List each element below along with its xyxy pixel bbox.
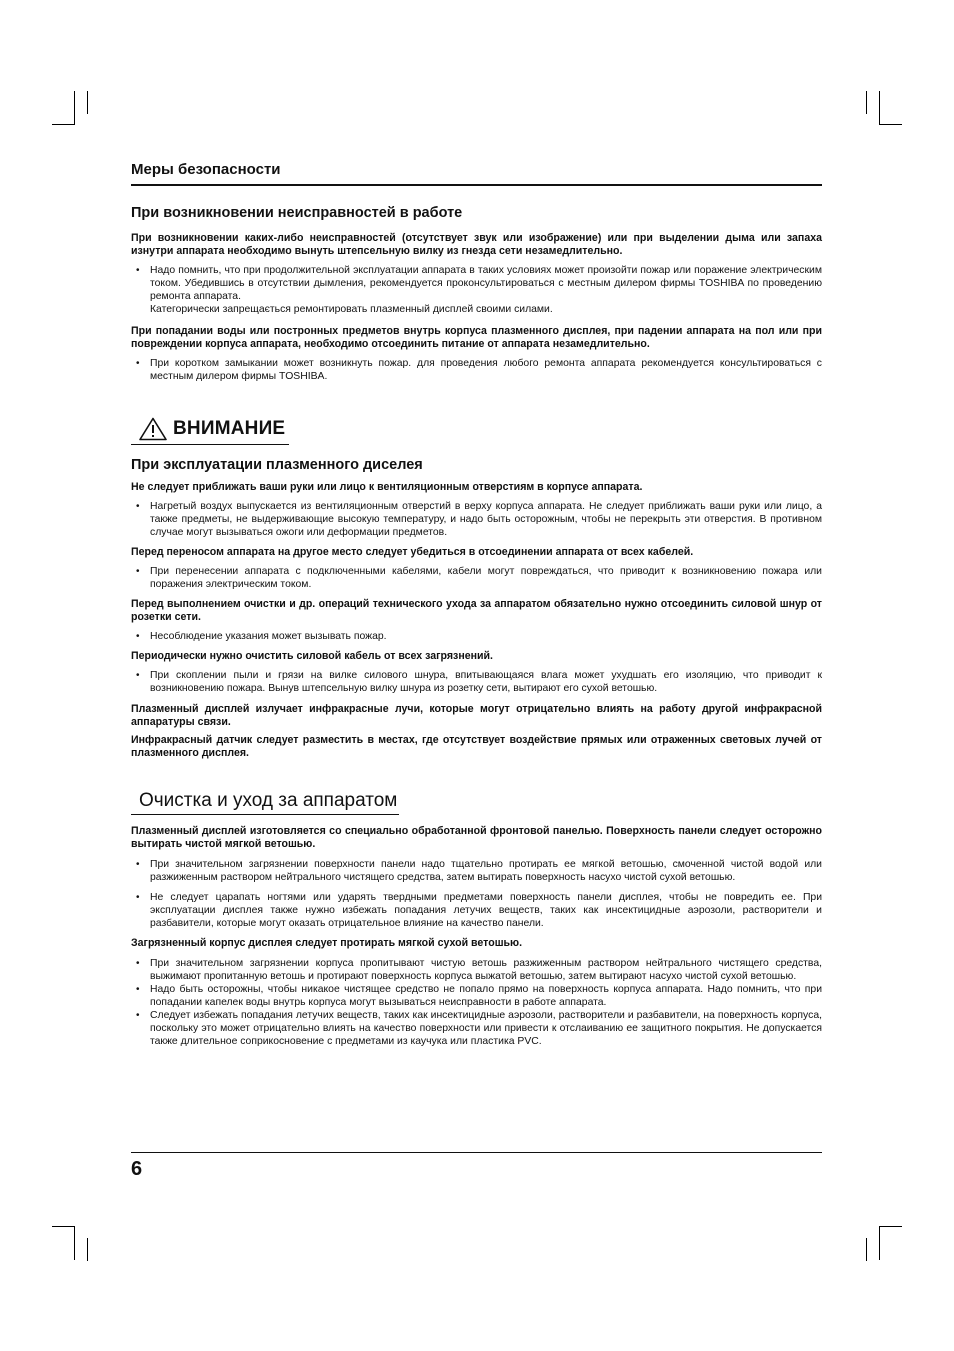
crop-mark [866,91,867,114]
crop-mark [74,91,75,125]
cleaning-bullets [131,957,822,1048]
caution-bullets [131,669,822,695]
footer-rule [131,1152,822,1153]
crop-mark [74,1226,75,1260]
bullet-icon: • [136,631,140,642]
bullet-icon: • [136,958,140,969]
caution-para: Плазменный дисплей излучает инфракрасные лучи, которые могут отрицательно влиять на работу другой инфракрасной аппаратуры связи. [131,703,822,728]
crop-mark [866,1238,867,1261]
caution-para: Не следует приближать ваши руки или лицо к вентиляционным отверстиям в корпусе аппарата. [131,481,643,493]
list-item: • При скоплении пыли и грязи на вилке силового шнура, впитывающаяся влага может ухудшать его изоляцию, что приводит к возникновению пожара. Вынув штепсельную вилку шнура из розетку сети, вытирают его сухой ветошью. [136,670,822,694]
crop-mark [52,124,75,125]
bullet-icon: • [136,1010,140,1021]
malfunction-bullets [131,264,822,316]
crop-mark [879,1226,902,1227]
caution-bullets [131,500,822,539]
crop-mark [87,1238,88,1261]
cleaning-title: Очистка и уход за аппаратом [131,790,399,815]
page-header: Меры безопасности [131,161,822,186]
bullet-icon: • [136,984,140,995]
cleaning-para: Плазменный дисплей изготовляется со специально обработанной фронтовой панелью. Поверхность панели следует осторожно вытирать чистой мягкой ветошью. [131,825,822,850]
caution-para: Периодически нужно очистить силовой кабель от всех загрязнений. [131,650,493,662]
list-item: • Не следует царапать ногтями или ударять твердными предметами поверхность панели дисплея, чтобы не повредить ее. При эксплуатации дисплея также нужно избежать попадания летучих веществ, таких как инсектицидные аэрозоли, растворители и разбавители, которые могут оказать отрицательное влияние на качество панели. [136,892,822,929]
caution-bullets [131,630,822,643]
caution-banner [131,417,289,445]
bullet-icon: • [136,265,140,276]
list-item: • При значительном загрязнении корпуса пропитывают чистую ветошь разжиженным раствором нейтрального чистящего средства, выжимают пропитанную ветошь и протирают поверхность корпуса выжатой ветошью, затем вытирают насухо чистой сухой ветошью. [136,958,822,982]
list-item: • Нагретый воздух выпускается из вентиляционным отверстий в верху корпуса аппарата. Не следует приближать ваши руки или лицо, а также предметы, не выдерживающие высокую температуру, и надо быть осторожным, чтобы не перекрыть эти отверстия. В противном случае могут вызываться ожоги или деформации предметов. [136,501,822,538]
malfunction-bullets [131,357,822,383]
bullet-icon: • [136,859,140,870]
bullet-icon: • [136,358,140,369]
malfunction-para: При попадании воды или постронных предметов внутрь корпуса плазменного дисплея, при падении аппарата на пол или при повреждении корпуса аппарата, необходимо отсоединить питание от аппарата незамедлительно. [131,325,822,350]
crop-mark [52,1226,75,1227]
caution-para: Перед выполнением очистки и др. операций технического ухода за аппаратом обязательно нужно отсоединить силовой шнур от розетки сети. [131,598,822,623]
warning-icon [139,417,167,441]
cleaning-title-wrap [131,790,822,815]
cleaning-bullets [131,858,822,930]
list-item: • При значительном загрязнении поверхности панели надо тщательно протирать ее мягкой ветошью, смоченной чистой водой или разжиженным раствором нейтрального чистящего средства, затем вытирать поверхность насухо чистой сухой ветошью. [136,859,822,883]
caution-para: Инфракрасный датчик следует разместить в местах, где отсутствует воздействие прямых или отраженных световых лучей от плазменного дисплея. [131,734,822,759]
list-item: • При перенесении аппарата с подключенными кабелями, кабели могут повреждаться, что приводит к возникновению пожара или поражения электрическим током. [136,566,822,590]
bullet-icon: • [136,566,140,577]
list-item: • Несоблюдение указания может вызывать пожар. [136,631,387,642]
crop-mark [87,91,88,114]
crop-mark [879,91,880,125]
list-item: • Надо быть осторожны, чтобы никакое чистящее средство не попало прямо на поверхность корпуса аппарата. Надо помнить, что при попадании капелек воды внутрь корпуса могут вызываться неисправности в работе аппарата. [136,984,822,1008]
page-number: 6 [131,1158,143,1180]
crop-mark [879,124,902,125]
caution-title: ВНИМАНИЕ [173,418,286,439]
bullet-icon: • [136,670,140,681]
caution-bullets [131,565,822,591]
page-content [131,205,822,1048]
crop-mark [879,1226,880,1260]
bullet-icon: • [136,892,140,903]
caution-para: Перед переносом аппарата на другое место следует убедиться в отсоединении аппарата от всех кабелей. [131,546,694,558]
malfunction-heading: При возникновении неисправностей в работе [131,205,463,221]
caution-heading: При эксплуатации плазменного диселея [131,457,423,473]
list-item: • Надо помнить, что при продолжительной эксплуатации аппарата в таких условиях может произойти пожар или поражение электрическим током. Убедившись в отсутствии дымления, рекомендуется проконсультироваться с местным дилером фирмы TOSHIBA по проведению ремонта аппарата. Категорически запрещається ремонтировать плазменный дисплей своими силами. [136,265,822,315]
malfunction-para: При возникновении каких-либо неисправностей (отсутствует звук или изображение) или при выделении дыма или запаха изнутри аппарата необходимо вынуть штепсельную вилку из гнезда сети незамедлительно. [131,232,822,257]
list-item: • При коротком замыкании может возникнуть пожар. для проведения любого ремонта аппарата рекомендуется консультироваться с местным дилером фирмы TOSHIBA. [136,358,822,382]
list-item: • Следует избежать попадания летучих веществ, таких как инсектицидные аэрозоли, растворители и разбавители, на поверхность корпуса, поскольку это может отрицательно влиять на качество поверхности или привести к отслаиванию ее защитного покрытия. Не допускается также длительное соприкосновение с предметами из каучука или пластика PVC. [136,1010,822,1047]
bullet-icon: • [136,501,140,512]
cleaning-para: Загрязненный корпус дисплея следует протирать мягкой сухой ветошью. [131,937,523,949]
